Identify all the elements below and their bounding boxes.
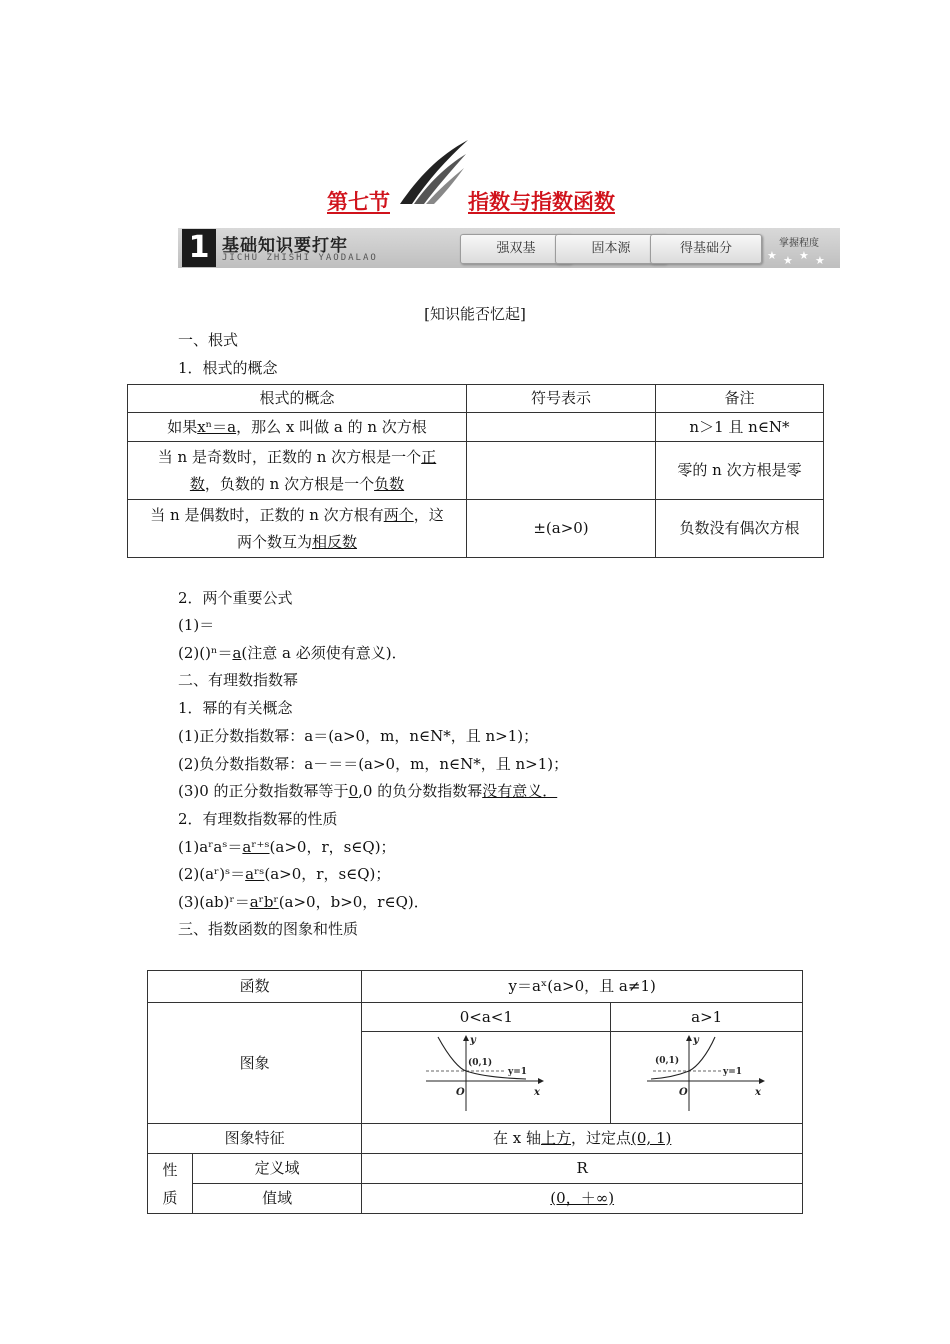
formula-line: (1)＝ xyxy=(178,616,215,634)
subsection-heading: 2．有理数指数幂的性质 xyxy=(178,810,338,828)
recall-heading: [知识能否忆起] xyxy=(424,305,526,323)
answer-blank: aʳbʳ xyxy=(249,893,279,911)
cell-text: ，那么 x 叫做 a 的 n 次方根 xyxy=(236,417,427,436)
decreasing-graph xyxy=(426,1033,546,1113)
property-header xyxy=(148,1154,193,1214)
answer-blank: (0，＋∞) xyxy=(550,1189,615,1207)
subsection-heading: 1．根式的概念 xyxy=(178,359,278,377)
star-icon: ★ xyxy=(815,254,825,267)
formula-line xyxy=(178,642,407,663)
answer-blank: 0 xyxy=(348,782,359,800)
section-number: 第七节 xyxy=(327,190,390,214)
table-cell: 负数没有偶次方根 xyxy=(656,500,824,558)
table-header: 函数 xyxy=(148,971,362,1003)
table-header: 根式的概念 xyxy=(128,385,467,413)
y-axis-label: y xyxy=(692,1035,699,1046)
star-icon: ★ xyxy=(767,249,777,262)
text: (注意 a 必须使有意义)． xyxy=(241,644,407,662)
graph-cell xyxy=(611,1032,803,1124)
cell-text: 两个数互为 xyxy=(236,532,312,551)
text: (2)(aʳ)ˢ＝ xyxy=(178,865,246,883)
banner-heading: 基础知识要打牢 xyxy=(222,236,348,256)
formula-line: (2)负分数指数幂：a－＝＝(a>0，m，n∈N*，且 n>1)； xyxy=(178,755,569,773)
table-cell xyxy=(128,442,467,500)
table-row xyxy=(148,971,803,1003)
answer-blank: 没有意义． xyxy=(482,782,558,800)
table-cell xyxy=(128,413,467,442)
table-cell xyxy=(467,442,656,500)
text: (3)(ab)ʳ＝ xyxy=(178,893,250,911)
answer-blank: 正 xyxy=(421,447,437,466)
table-row xyxy=(128,385,824,413)
domain-cell: R xyxy=(362,1154,803,1184)
banner-pinyin: JICHU ZHISHI YAODALAO xyxy=(222,253,378,263)
star-icon: ★ xyxy=(783,254,793,267)
answer-blank: 相反数 xyxy=(312,532,358,551)
mastery-label: 掌握程度 xyxy=(779,238,819,249)
cell-text: ，过定点 xyxy=(571,1129,632,1147)
table-row xyxy=(148,1124,803,1154)
tab-consolidate[interactable]: 固本源 xyxy=(555,234,667,264)
formula-line: (1)正分数指数幂：a＝(a>0，m，n∈N*，且 n>1)； xyxy=(178,727,539,745)
graph-cell xyxy=(362,1032,611,1124)
range-cell xyxy=(362,1184,803,1214)
y-axis-label: y xyxy=(470,1035,477,1046)
answer-blank: aʳˢ xyxy=(245,865,265,883)
swoosh-logo xyxy=(398,138,470,208)
cell-text: ，负数的 n 次方根是一个 xyxy=(204,474,375,493)
table-row xyxy=(128,500,824,558)
answer-blank: 两个 xyxy=(383,505,414,524)
table-cell: ±(a>0) xyxy=(467,500,656,558)
exponential-table xyxy=(147,970,803,1214)
table-row xyxy=(148,1003,803,1032)
star-icon: ★ xyxy=(799,249,809,262)
point-label: (0,1) xyxy=(468,1058,493,1068)
text: (1)aʳaˢ＝ xyxy=(178,838,243,856)
formula-line xyxy=(178,836,396,857)
page-title: 指数与指数函数 xyxy=(468,190,615,214)
text: ,0 的负分数指数幂 xyxy=(358,782,483,800)
table-header: 值域 xyxy=(193,1184,362,1214)
formula-line xyxy=(178,863,390,884)
cell-text: 在 x 轴 xyxy=(492,1129,541,1147)
line-label: y=1 xyxy=(508,1067,528,1077)
table-row xyxy=(128,413,824,442)
table-header: 定义域 xyxy=(193,1154,362,1184)
tab-strengthen[interactable]: 强双基 xyxy=(460,234,572,264)
point-label: (0,1) xyxy=(654,1056,679,1066)
answer-blank: 数 xyxy=(189,474,205,493)
mastery-rating xyxy=(761,231,837,265)
table-row xyxy=(148,1184,803,1214)
answer-blank: 负数 xyxy=(374,474,405,493)
origin-label: O xyxy=(678,1087,688,1098)
table-row xyxy=(148,1154,803,1184)
subsection-heading: 2．两个重要公式 xyxy=(178,589,293,607)
answer-blank: 上方 xyxy=(540,1129,571,1147)
table-row xyxy=(128,442,824,500)
table-cell xyxy=(467,413,656,442)
answer-blank: xⁿ＝a xyxy=(197,417,237,436)
x-axis-label: x xyxy=(754,1087,761,1098)
tab-score[interactable]: 得基础分 xyxy=(650,234,762,264)
text: (2)()ⁿ＝ xyxy=(178,644,233,662)
table-cell: n＞1 且 n∈N* xyxy=(656,413,824,442)
radical-table xyxy=(127,384,824,558)
formula-line xyxy=(178,780,557,801)
case-cell: a>1 xyxy=(611,1003,803,1032)
answer-blank: (0, 1) xyxy=(631,1129,672,1147)
subsection-heading: 1．幂的有关概念 xyxy=(178,699,293,717)
section-banner xyxy=(178,228,840,268)
section-heading: 三、指数函数的图象和性质 xyxy=(178,920,359,938)
case-cell: 0<a<1 xyxy=(362,1003,611,1032)
table-header: 图象 xyxy=(148,1003,362,1124)
section-heading: 二、有理数指数幂 xyxy=(178,671,299,689)
line-label: y=1 xyxy=(722,1067,742,1077)
feature-cell xyxy=(362,1124,803,1154)
text: (a>0，r，s∈Q)； xyxy=(269,838,396,856)
table-cell: 零的 n 次方根是零 xyxy=(656,442,824,500)
function-cell: y＝aˣ(a>0，且 a≠1) xyxy=(362,971,803,1003)
answer-blank: aʳ⁺ˢ xyxy=(242,838,270,856)
banner-number: 1 xyxy=(182,229,216,267)
section-heading: 一、根式 xyxy=(178,331,239,349)
formula-line xyxy=(178,891,429,912)
table-header: 符号表示 xyxy=(467,385,656,413)
answer-blank: a xyxy=(232,644,242,662)
cell-text: 质 xyxy=(162,1188,178,1207)
text: (a>0，b>0，r∈Q)． xyxy=(278,893,429,911)
table-header: 备注 xyxy=(656,385,824,413)
origin-label: O xyxy=(456,1087,466,1098)
cell-text: 当 n 是奇数时，正数的 n 次方根是一个 xyxy=(157,447,422,466)
x-axis-label: x xyxy=(534,1087,541,1098)
cell-text: 如果 xyxy=(167,417,198,436)
table-cell xyxy=(128,500,467,558)
text: (a>0，r，s∈Q)； xyxy=(264,865,391,883)
text: (3)0 的正分数指数幂等于 xyxy=(178,782,349,800)
increasing-graph xyxy=(647,1033,767,1113)
cell-text: 当 n 是偶数时，正数的 n 次方根有 xyxy=(150,505,384,524)
table-header: 图象特征 xyxy=(148,1124,362,1154)
cell-text: ，这 xyxy=(413,505,444,524)
cell-text: 性 xyxy=(162,1160,178,1179)
